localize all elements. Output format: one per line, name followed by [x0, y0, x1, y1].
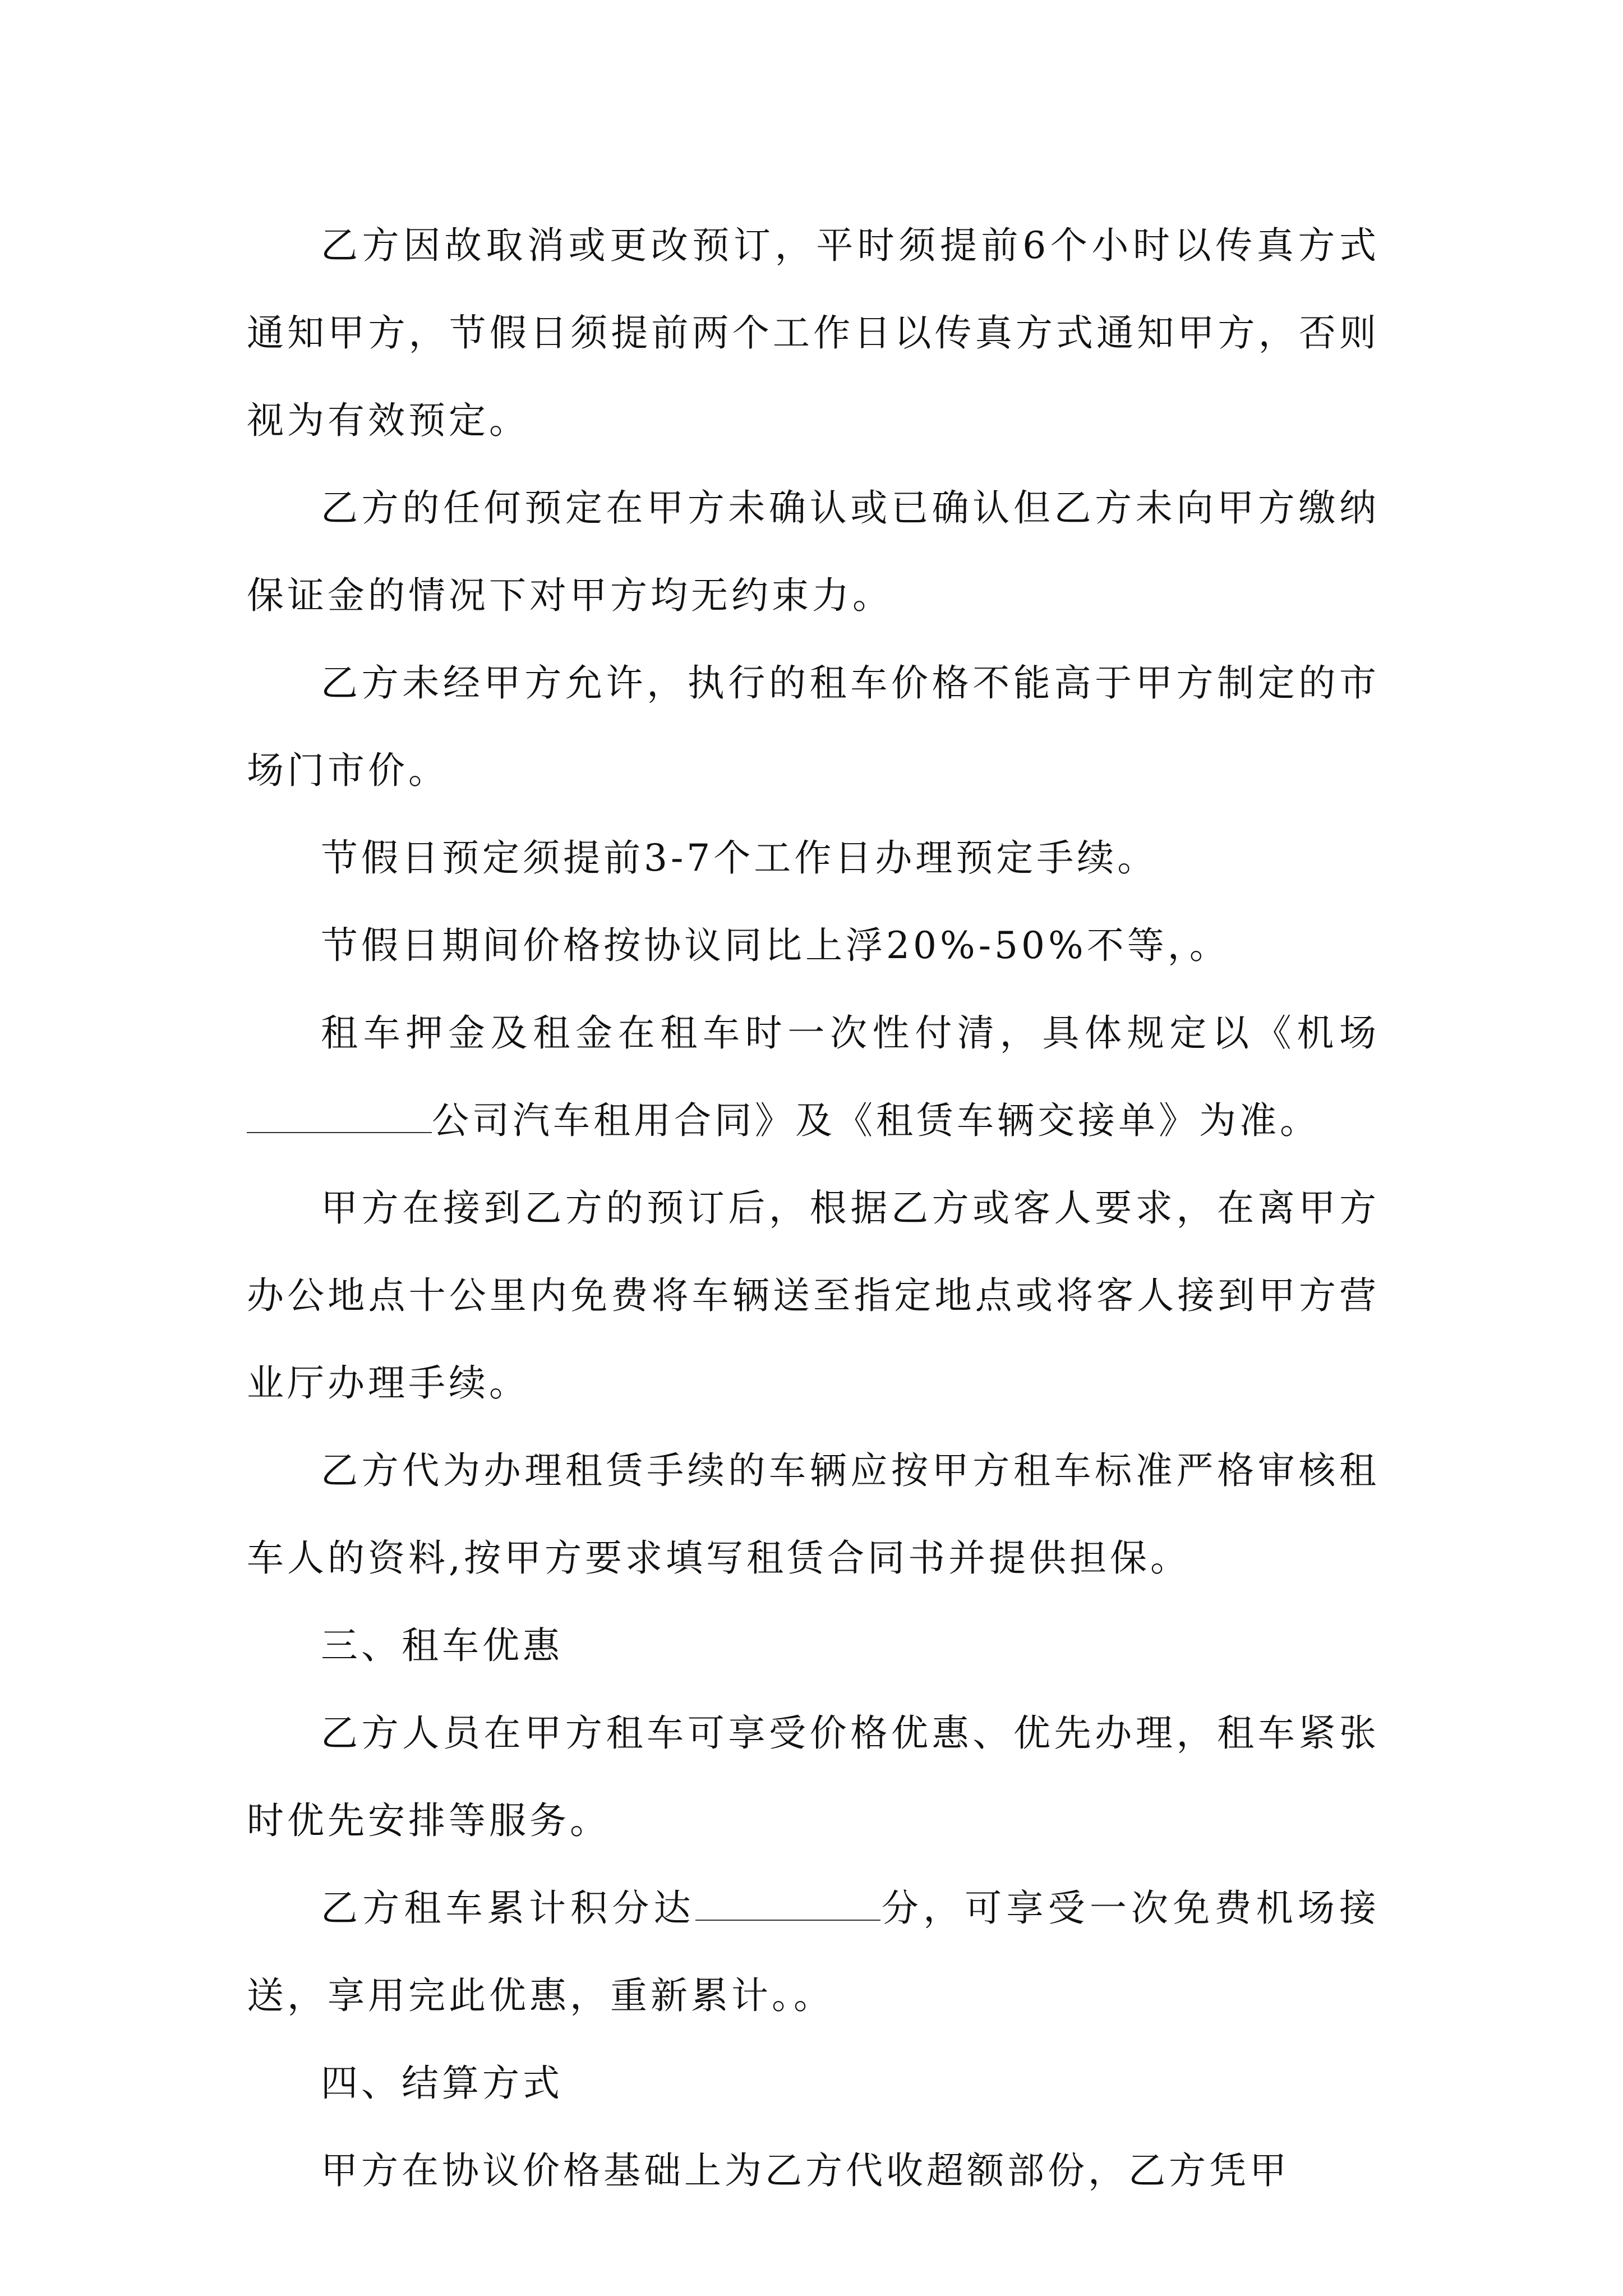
deposit-text-after: 公司汽车租用合同》及《租赁车辆交接单》为准。: [432, 1099, 1320, 1142]
section-heading-settlement: 四、结算方式: [321, 2062, 563, 2105]
paragraph-settlement: 甲方在协议价格基础上为乙方代收超额部份，乙方凭甲: [321, 2149, 1290, 2192]
section-heading-discount: 三、租车优惠: [321, 1624, 563, 1667]
paragraph-deposit: [247, 990, 1380, 1165]
paragraph-delivery: 甲方在接到乙方的预订后，根据乙方或客人要求，在离甲方办公地点十公里内免费将车辆送至指定地点或将客人接到甲方营业厅办理手续。: [247, 1186, 1380, 1405]
paragraph-holiday-booking: 节假日预定须提前3-7个工作日办理预定手续。: [321, 836, 1158, 880]
company-name-blank: [247, 1095, 432, 1133]
points-text-after: 分，可享受一次免费机场接送，享用完此优惠，重新累计。。: [247, 1887, 1380, 2017]
paragraph-holiday-price: 节假日期间价格按协议同比上浮20%-50%不等，。: [321, 924, 1230, 967]
paragraph-cancel-change: 乙方因故取消或更改预订，平时须提前6个小时以传真方式通知甲方，节假日须提前两个工作日以传真方式通知甲方，否则视为有效预定。: [247, 224, 1380, 442]
points-text-before: 乙方租车累计积分达: [321, 1887, 695, 1930]
document-body: [247, 202, 1380, 2215]
paragraph-binding-force: 乙方的任何预定在甲方未确认或已确认但乙方未向甲方缴纳保证金的情况下对甲方均无约束力。: [247, 486, 1380, 617]
points-blank: [695, 1883, 880, 1921]
paragraph-discount-service: 乙方人员在甲方租车可享受价格优惠、优先办理，租车紧张时优先安排等服务。: [247, 1711, 1380, 1842]
paragraph-price-limit: 乙方未经甲方允许，执行的租车价格不能高于甲方制定的市场门市价。: [247, 661, 1380, 792]
paragraph-points: [247, 1865, 1380, 2040]
deposit-text-before: 租车押金及租金在租车时一次性付清，具体规定以《机场: [321, 1011, 1380, 1055]
paragraph-verification: 乙方代为办理租赁手续的车辆应按甲方租车标准严格审核租车人的资料,按甲方要求填写租赁合同书并提供担保。: [247, 1449, 1380, 1580]
